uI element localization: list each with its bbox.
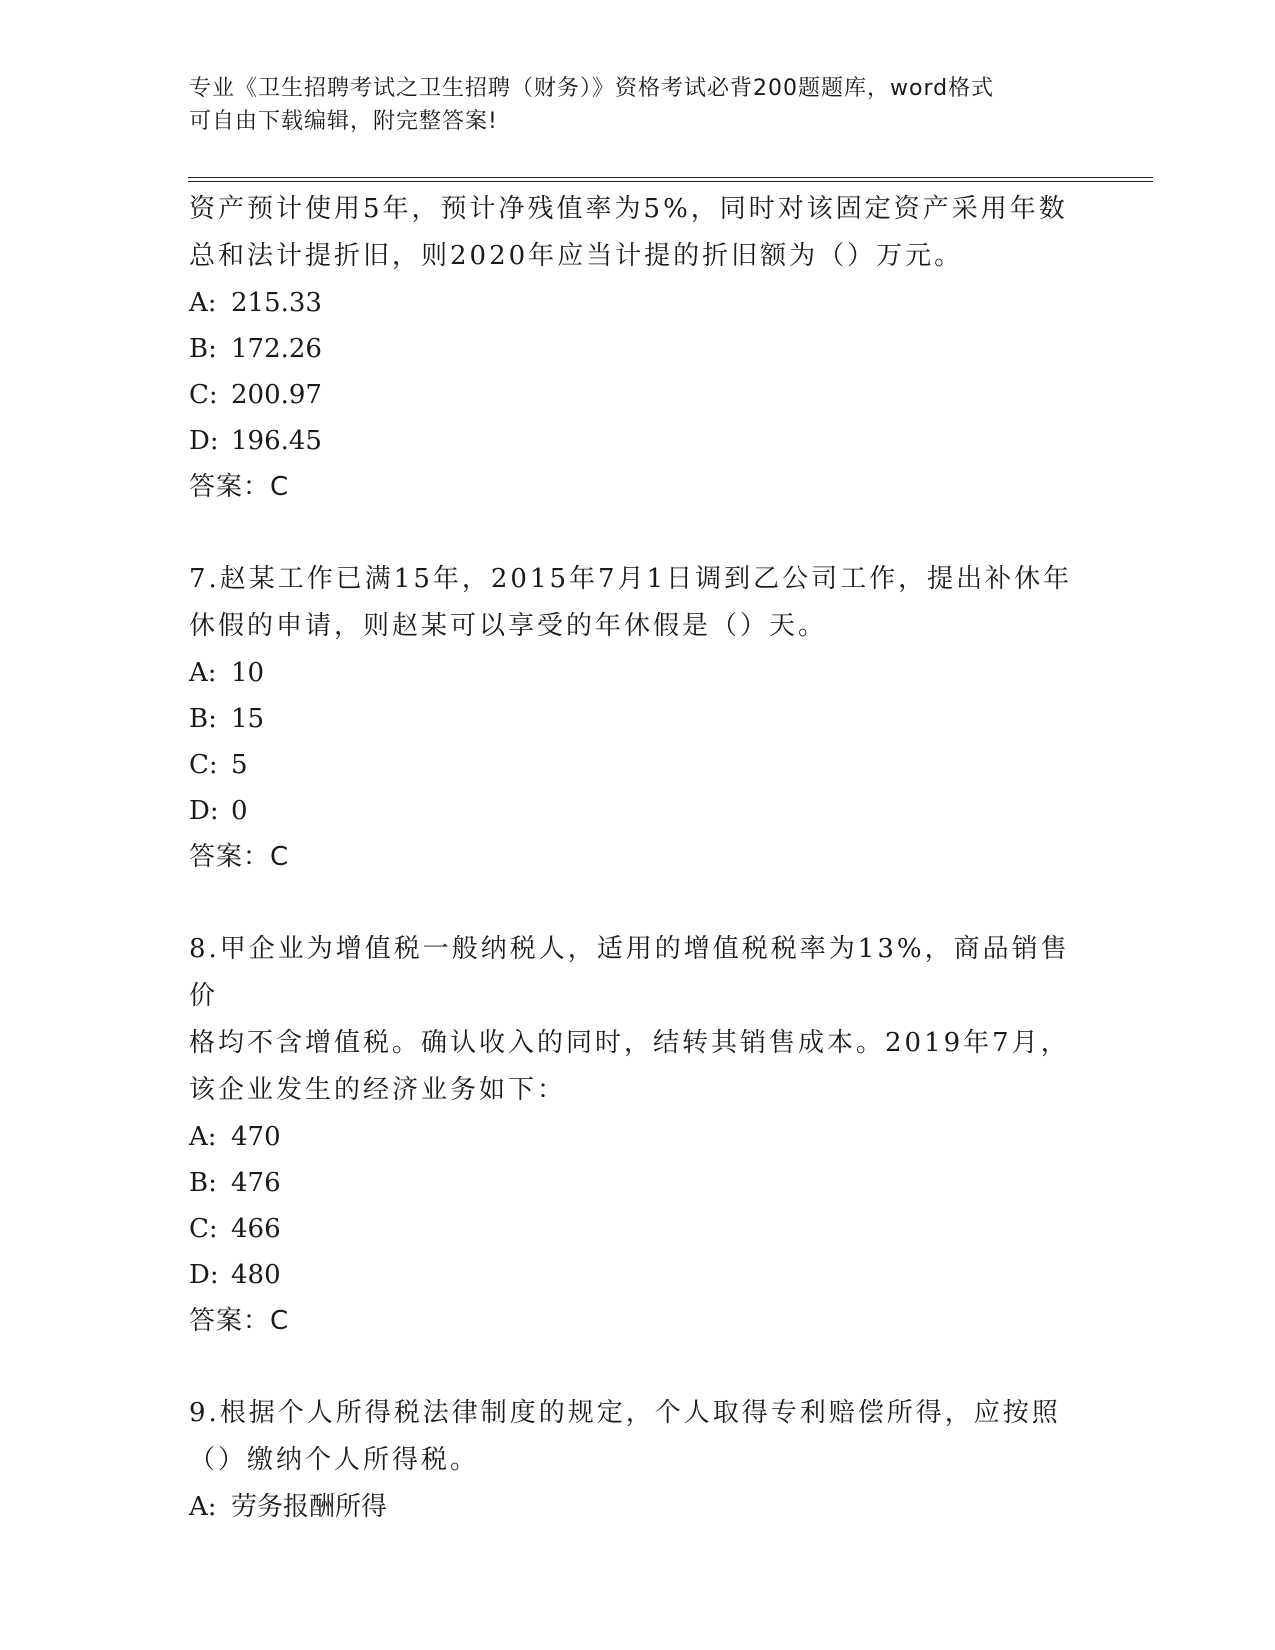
- question-block: [189, 186, 1089, 510]
- option-letter: A:: [189, 288, 217, 318]
- question-stem-line: 9.根据个人所得税法律制度的规定，个人取得专利赔偿所得，应按照: [189, 1398, 1061, 1428]
- option-letter: A:: [189, 1492, 217, 1522]
- option-text: 476: [231, 1168, 281, 1198]
- option-text: 劳务报酬所得: [231, 1492, 388, 1522]
- option-letter: A:: [189, 658, 217, 688]
- option-text: 172.26: [231, 334, 322, 364]
- option-b: [189, 326, 1089, 372]
- option-letter: D:: [189, 796, 219, 826]
- option-letter: B:: [189, 334, 217, 364]
- option-letter: C:: [189, 750, 218, 780]
- question-stem-line: 8.甲企业为增值税一般纳税人，适用的增值税税率为13%，商品销售价: [189, 934, 1070, 1011]
- page-header: [189, 72, 1089, 138]
- option-c: [189, 742, 1089, 788]
- header-double-rule: [188, 177, 1153, 182]
- question-stem-line: 格均不含增值税。确认收入的同时，结转其销售成本。2019年7月，: [189, 1028, 1070, 1058]
- option-text: 196.45: [231, 426, 322, 456]
- option-d: [189, 1252, 1089, 1298]
- option-text: 0: [231, 796, 248, 826]
- question-block: [189, 556, 1089, 880]
- answer-line: 答案：C: [189, 842, 290, 872]
- answer-line: 答案：C: [189, 472, 290, 502]
- option-letter: B:: [189, 1168, 217, 1198]
- option-d: [189, 418, 1089, 464]
- option-a: [189, 280, 1089, 326]
- option-a: [189, 1114, 1089, 1160]
- option-letter: C:: [189, 380, 218, 410]
- question-stem-line: 总和法计提折旧，则2020年应当计提的折旧额为（）万元。: [189, 241, 964, 271]
- question-list: [189, 186, 1089, 1530]
- option-text: 5: [231, 750, 248, 780]
- question-block: [189, 926, 1089, 1344]
- option-a: [189, 1484, 1089, 1530]
- question-stem-line: （）缴纳个人所得税。: [189, 1445, 480, 1475]
- answer-line: 答案：C: [189, 1306, 290, 1336]
- option-letter: D:: [189, 1260, 219, 1290]
- option-text: 215.33: [231, 288, 322, 318]
- option-text: 10: [231, 658, 265, 688]
- option-letter: D:: [189, 426, 219, 456]
- option-letter: C:: [189, 1214, 218, 1244]
- question-block: [189, 1390, 1089, 1530]
- option-d: [189, 788, 1089, 834]
- option-c: [189, 1206, 1089, 1252]
- option-text: 15: [231, 704, 265, 734]
- option-b: [189, 696, 1089, 742]
- option-c: [189, 372, 1089, 418]
- option-text: 200.97: [231, 380, 322, 410]
- question-stem-line: 休假的申请，则赵某可以享受的年休假是（）天。: [189, 611, 828, 641]
- header-title-line-2: 可自由下载编辑，附完整答案!: [189, 109, 498, 134]
- question-stem-line: 资产预计使用5年，预计净残值率为5%，同时对该固定资产采用年数: [189, 194, 1068, 224]
- option-text: 466: [231, 1214, 281, 1244]
- option-letter: B:: [189, 704, 217, 734]
- option-text: 480: [231, 1260, 281, 1290]
- question-stem-line: 该企业发生的经济业务如下：: [189, 1075, 567, 1105]
- option-letter: A:: [189, 1122, 217, 1152]
- question-stem-line: 7.赵某工作已满15年，2015年7月1日调到乙公司工作，提出补休年: [189, 564, 1073, 594]
- option-a: [189, 650, 1089, 696]
- option-b: [189, 1160, 1089, 1206]
- option-text: 470: [231, 1122, 281, 1152]
- header-title-line-1: 专业《卫生招聘考试之卫生招聘（财务）》资格考试必背200题题库，word格式: [189, 76, 995, 101]
